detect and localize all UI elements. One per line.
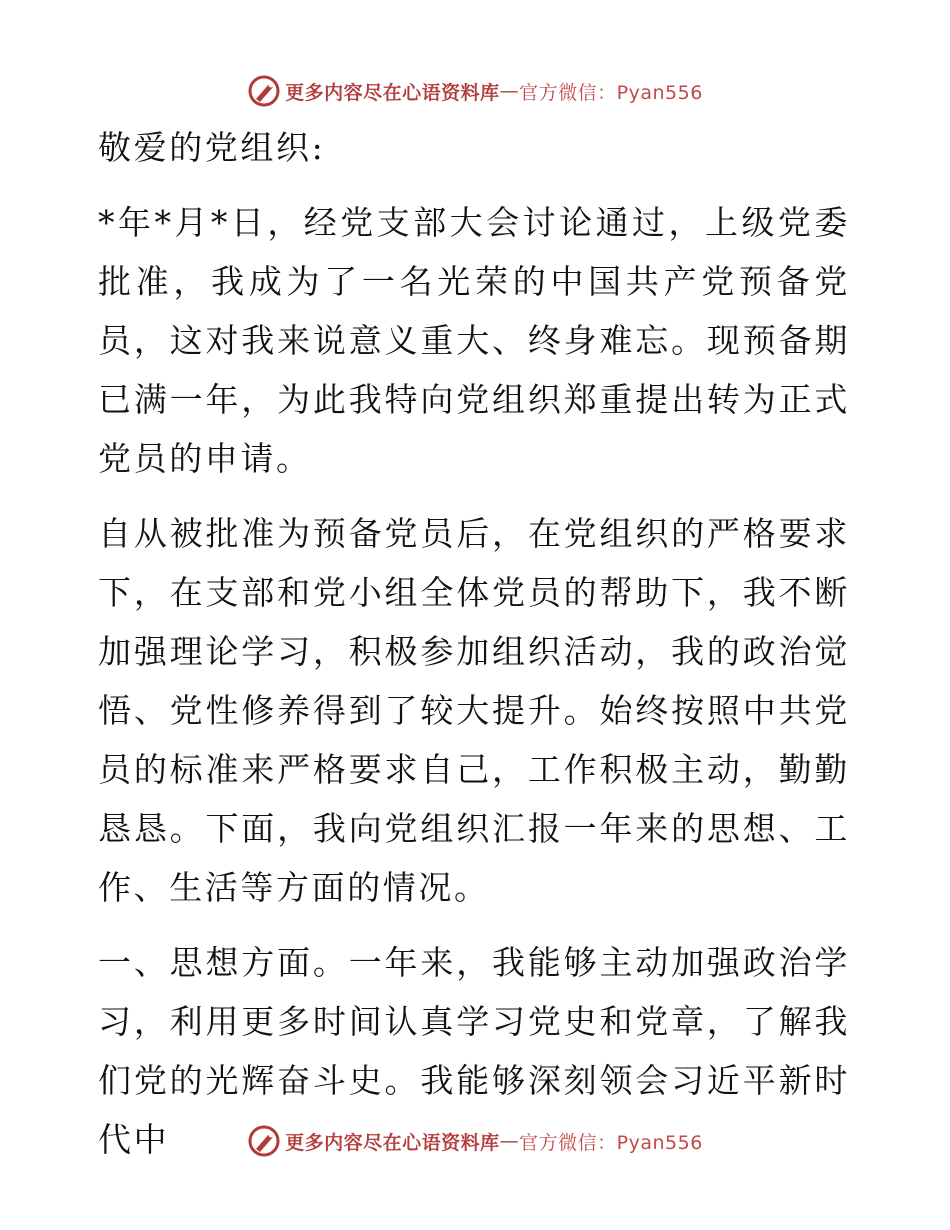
watermark-separator: — xyxy=(499,1130,520,1152)
paragraph-3: 一、思想方面。一年来，我能够主动加强政治学习，利用更多时间认真学习党史和党章，了解我们党的光辉奋斗史。我能够深刻领会习近平新时代中 xyxy=(98,943,850,1159)
watermark-main-text: 更多内容尽在心语资料库 xyxy=(285,1131,500,1154)
pen-logo-icon xyxy=(247,1124,281,1158)
watermark-main-text: 更多内容尽在心语资料库 xyxy=(285,81,500,104)
pen-logo-icon xyxy=(247,74,281,108)
document-body xyxy=(98,118,850,1169)
watermark-separator: — xyxy=(499,80,520,102)
watermark-wechat-text: 官方微信：Pyan556 xyxy=(519,81,703,104)
footer-watermark xyxy=(0,1121,950,1161)
watermark-wechat-text: 官方微信：Pyan556 xyxy=(519,1131,703,1154)
paragraph-2: 自从被批准为预备党员后，在党组织的严格要求下，在支部和党小组全体党员的帮助下，我不断加强理论学习，积极参加组织活动，我的政治觉悟、党性修养得到了较大提升。始终按照中共党员的标准来严格要求自己，工作积极主动，勤勤恳恳。下面，我向党组织汇报一年来的思想、工作、生活等方面的情况。 xyxy=(98,514,850,907)
salutation: 敬爱的党组织: xyxy=(98,128,326,167)
paragraph-1: *年*月*日，经党支部大会讨论通过，上级党委批准，我成为了一名光荣的中国共产党预备党员，这对我来说意义重大、终身难忘。现预备期已满一年，为此我特向党组织郑重提出转为正式党员的申请。 xyxy=(98,203,850,478)
header-watermark xyxy=(0,71,950,111)
